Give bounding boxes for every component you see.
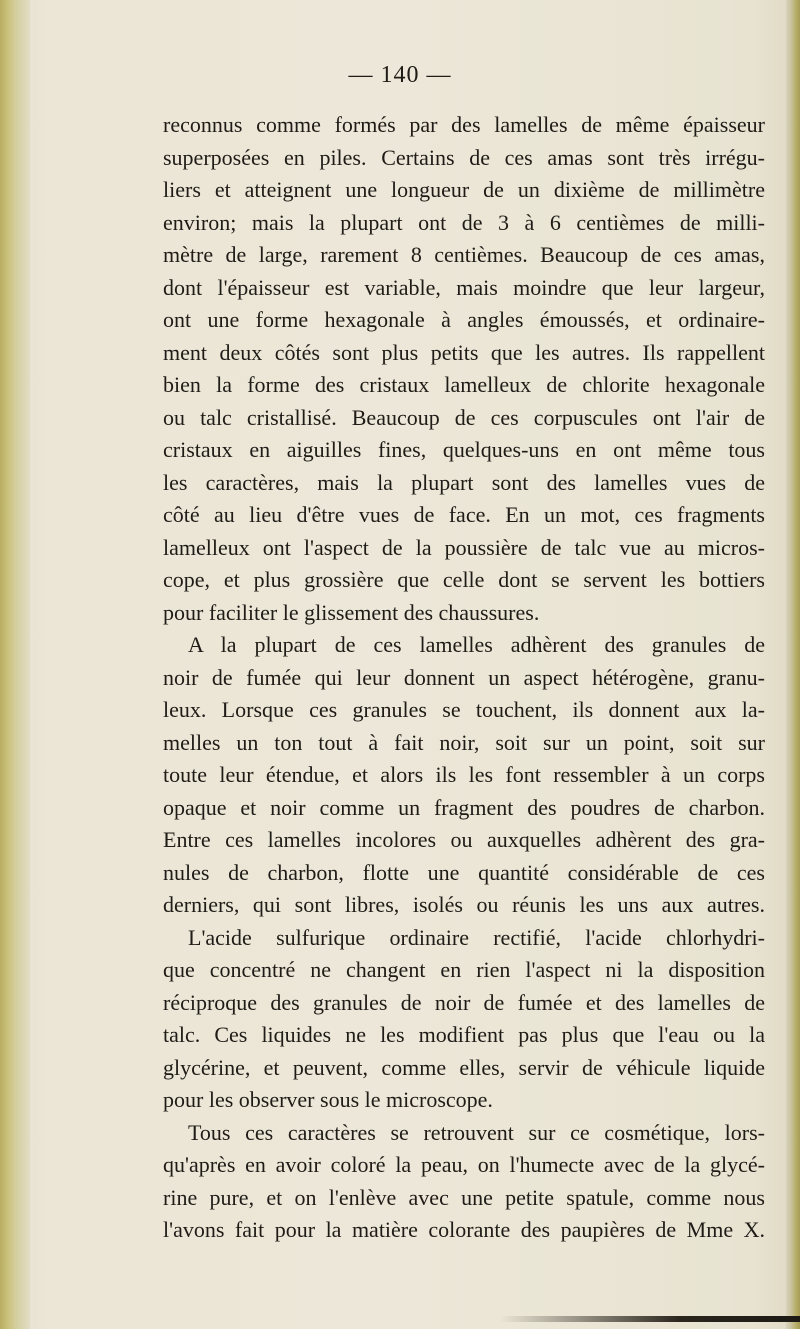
text-line: ment deux côtés sont plus petits que les autres. Ils rappellent <box>163 339 765 365</box>
text-line: cope, et plus grossière que celle dont se servent les bottiers <box>163 567 765 592</box>
text-line: dont l'épaisseur est variable, mais moindre que leur largeur, <box>163 274 765 300</box>
text-line: glycérine, et peuvent, comme elles, servir de véhicule liquide <box>163 1054 765 1080</box>
text-line: toute leur étendue, et alors ils les font ressembler à un corps <box>163 762 765 787</box>
text-line: opaque et noir comme un fragment des poudres de charbon. <box>163 794 765 820</box>
text-line: les caractères, mais la plupart sont des lamelles vues de <box>163 469 765 495</box>
text-line: l'avons fait pour la matière colorante des paupières de Mme X. <box>163 1217 765 1242</box>
text-line: mètre de large, rarement 8 centièmes. Beaucoup de ces amas, <box>163 242 765 267</box>
text-line: A la plupart de ces lamelles adhèrent des granules de <box>188 632 765 657</box>
text-line: Tous ces caractères se retrouvent sur ce cosmétique, lors- <box>188 1119 765 1145</box>
text-line: environ; mais la plupart ont de 3 à 6 centièmes de milli- <box>163 209 765 235</box>
page-left-edge <box>0 0 30 1329</box>
text-line: superposées en piles. Certains de ces amas sont très irrégu- <box>163 144 765 170</box>
text-line: qu'après en avoir coloré la peau, on l'humecte avec de la glycé- <box>163 1152 765 1177</box>
text-line: pour faciliter le glissement des chaussures. <box>163 599 540 625</box>
text-line: côté au lieu d'être vues de face. En un mot, ces fragments <box>163 502 765 527</box>
text-line: noir de fumée qui leur donnent un aspect hétérogène, granu- <box>163 664 765 690</box>
text-line: melles un ton tout à fait noir, soit sur un point, soit sur <box>163 729 765 755</box>
text-line: talc. Ces liquides ne les modifient pas plus que l'eau ou la <box>163 1022 765 1047</box>
text-line: Entre ces lamelles incolores ou auxquelles adhèrent des gra- <box>163 827 765 852</box>
text-line: liers et atteignent une longueur de un dixième de millimètre <box>163 177 765 202</box>
text-line: pour les observer sous le microscope. <box>163 1087 493 1112</box>
page-right-edge <box>786 0 800 1329</box>
text-line: L'acide sulfurique ordinaire rectifié, l'acide chlorhydri- <box>188 924 765 950</box>
text-line: bien la forme des cristaux lamelleux de chlorite hexagonale <box>163 372 765 397</box>
text-line: cristaux en aiguilles fines, quelques-uns en ont même tous <box>163 437 765 462</box>
text-line: réciproque des granules de noir de fumée et des lamelles de <box>163 989 765 1015</box>
page-number: — 140 — <box>348 62 452 88</box>
text-line: lamelleux ont l'aspect de la poussière de talc vue au micros- <box>163 534 765 560</box>
text-line: leux. Lorsque ces granules se touchent, ils donnent aux la- <box>163 697 765 722</box>
body-text <box>163 109 765 1247</box>
text-line: ont une forme hexagonale à angles émoussés, et ordinaire- <box>163 307 765 332</box>
text-line: reconnus comme formés par des lamelles de même épaisseur <box>163 112 765 137</box>
text-line: nules de charbon, flotte une quantité considérable de ces <box>163 859 765 885</box>
text-line: ou talc cristallisé. Beaucoup de ces corpuscules ont l'air de <box>163 404 765 430</box>
text-line: derniers, qui sont libres, isolés ou réunis les uns aux autres. <box>163 892 765 917</box>
text-line: rine pure, et on l'enlève avec une petite spatule, comme nous <box>163 1184 765 1210</box>
bottom-edge-shadow <box>500 1316 800 1322</box>
text-line: que concentré ne changent en rien l'aspect ni la disposition <box>163 957 765 982</box>
